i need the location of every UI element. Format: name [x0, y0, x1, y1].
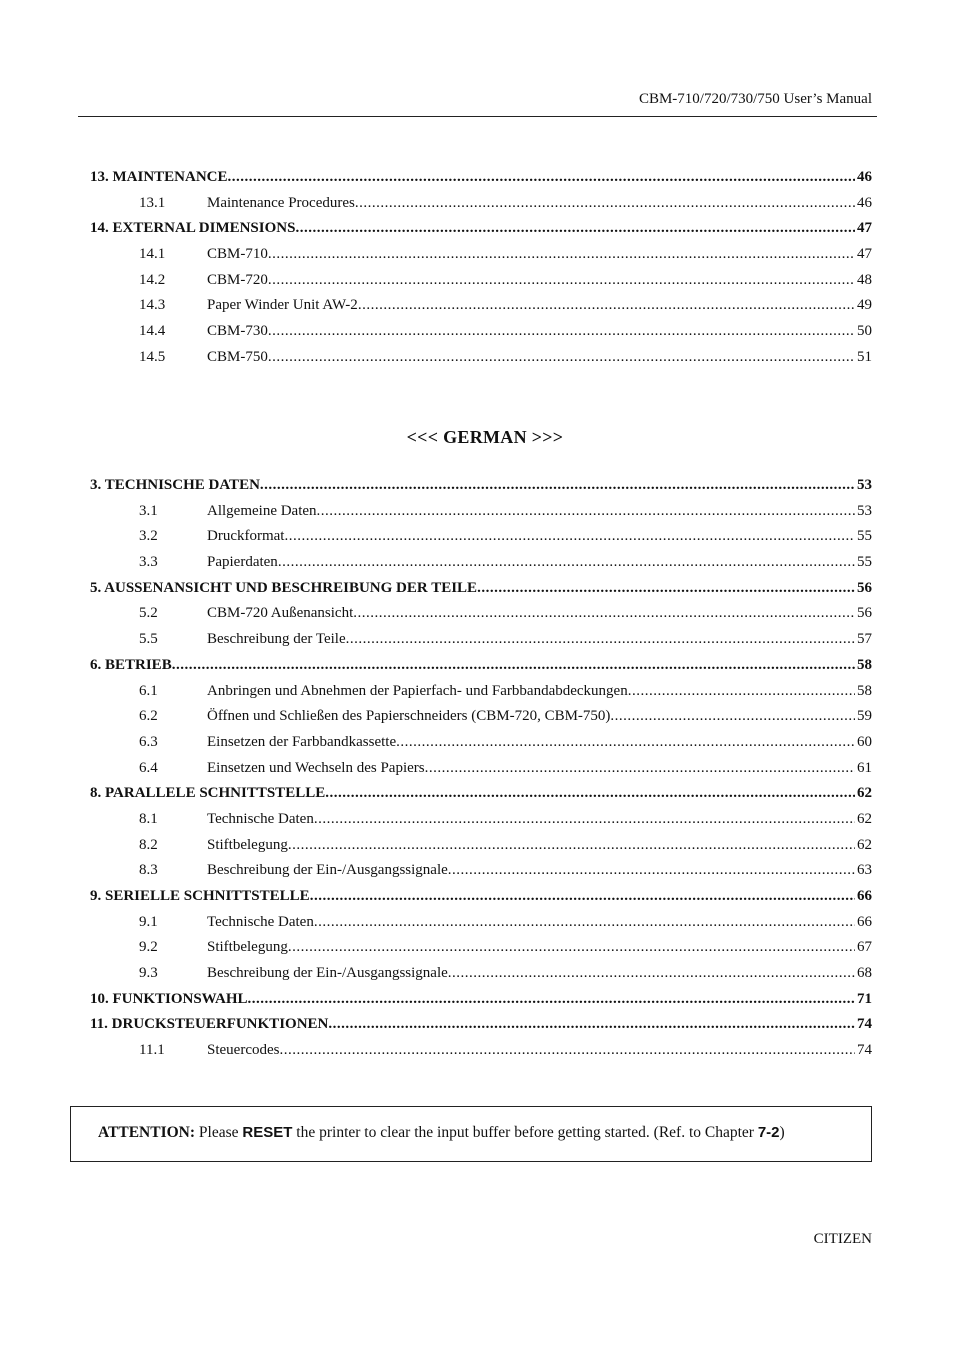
toc-entry-title: Papierdaten — [207, 554, 278, 571]
toc-page-number: 46 — [857, 194, 872, 211]
toc-section-number: 6.2 — [139, 708, 158, 725]
toc-page-number: 58 — [857, 656, 872, 673]
toc-page-number: 74 — [857, 1042, 872, 1059]
toc-entry-title: CBM-720 Außenansicht — [207, 605, 354, 622]
toc-section-row[interactable] — [90, 760, 872, 786]
toc-section-number: 14.1 — [139, 246, 166, 263]
toc-section-number: 9.1 — [139, 913, 158, 930]
toc-section-number: 3.2 — [139, 528, 158, 545]
toc-chapter-row[interactable] — [90, 169, 872, 195]
toc-dot-leader — [355, 195, 855, 212]
toc-dot-leader — [279, 1042, 855, 1059]
toc-entry-title: 9. SERIELLE SCHNITTSTELLE — [90, 888, 310, 904]
toc-page-number: 66 — [857, 913, 872, 930]
toc-dot-leader — [396, 734, 855, 751]
toc-entry-title: 8. PARALLELE SCHNITTSTELLE — [90, 785, 326, 802]
toc-page-number: 49 — [857, 297, 872, 314]
toc-section-number: 13.1 — [139, 194, 166, 211]
toc-entry-title: 5. AUSSENANSICHT UND BESCHREIBUNG DER TEILE — [90, 579, 478, 596]
toc-section-number: 6.1 — [139, 682, 158, 699]
toc-dot-leader — [288, 837, 855, 854]
header-rule — [78, 116, 877, 117]
toc-page-number: 62 — [857, 836, 872, 853]
toc-entry-title: Allgemeine Daten — [207, 502, 317, 519]
toc-dot-leader — [314, 914, 855, 931]
toc-entry-title: Maintenance Procedures — [207, 194, 355, 211]
toc-chapter-row[interactable] — [90, 657, 872, 683]
toc-entry-title: Beschreibung der Teile — [207, 631, 346, 648]
toc-entry-title: Paper Winder Unit AW-2 — [207, 297, 358, 314]
toc-section-row[interactable] — [90, 605, 872, 631]
toc-page-number: 55 — [857, 528, 872, 545]
toc-dot-leader — [628, 683, 855, 700]
toc-section-row[interactable] — [90, 528, 872, 554]
toc-page-number: 60 — [857, 733, 872, 750]
toc-dot-leader — [317, 503, 855, 520]
toc-page-number: 47 — [857, 220, 872, 237]
toc-entry-title: CBM-710 — [207, 246, 268, 263]
toc-section-row[interactable] — [90, 246, 872, 272]
toc-section-number: 6.4 — [139, 759, 158, 776]
toc-section-number: 14.5 — [139, 348, 166, 365]
toc-chapter-row[interactable] — [90, 220, 872, 246]
toc-dot-leader — [268, 323, 855, 340]
toc-entry-title: Stiftbelegung — [207, 836, 288, 853]
toc-chapter-row[interactable] — [90, 477, 872, 503]
toc-entry-title: 10. FUNKTIONSWAHL — [90, 990, 248, 1007]
toc-section-number: 14.4 — [139, 323, 166, 340]
toc-section-row[interactable] — [90, 811, 872, 837]
toc-dot-leader — [288, 939, 855, 956]
toc-dot-leader — [328, 1016, 855, 1033]
toc-dot-leader — [310, 888, 855, 905]
toc-page-number: 47 — [857, 246, 872, 263]
toc-entry-title: 6. BETRIEB — [90, 656, 172, 673]
toc-entry-title: Technische Daten — [207, 810, 314, 827]
toc-page-number: 53 — [857, 477, 872, 493]
toc-chapter-row[interactable] — [90, 580, 872, 606]
toc-section-number: 11.1 — [139, 1042, 165, 1059]
toc-page-number: 66 — [857, 888, 872, 904]
toc-dot-leader — [248, 991, 855, 1008]
toc-entry-title: Einsetzen der Farbbandkassette — [207, 733, 397, 750]
attention-label: ATTENTION: — [98, 1124, 196, 1141]
toc-dot-leader — [477, 580, 855, 597]
attention-text-2: the printer to clear the input buffer before getting started. (Ref. to Chapter — [292, 1124, 758, 1141]
toc-section-number: 3.3 — [139, 554, 158, 571]
toc-page-number: 71 — [857, 990, 872, 1007]
toc-english — [90, 169, 872, 375]
toc-section-row[interactable] — [90, 503, 872, 529]
toc-entry-title: Stiftbelegung — [207, 939, 288, 956]
toc-entry-title: Beschreibung der Ein-/Ausgangssignale — [207, 965, 448, 982]
toc-section-number: 5.2 — [139, 605, 158, 622]
toc-dot-leader — [358, 297, 855, 314]
toc-page-number: 74 — [857, 1016, 872, 1033]
toc-section-number: 3.1 — [139, 502, 158, 519]
manual-title: CBM-710/720/730/750 User’s Manual — [638, 91, 872, 107]
toc-page-number: 62 — [857, 810, 872, 827]
footer-brand: CITIZEN — [813, 1231, 872, 1247]
toc-chapter-row[interactable] — [90, 888, 872, 914]
toc-section-row[interactable] — [90, 323, 872, 349]
toc-section-row[interactable] — [90, 1042, 872, 1068]
toc-dot-leader — [346, 631, 855, 648]
attention-text-1: Please — [195, 1124, 243, 1141]
toc-entry-title: CBM-750 — [207, 348, 268, 365]
toc-dot-leader — [448, 862, 855, 879]
toc-entry-title: CBM-730 — [207, 323, 268, 340]
reset-keyword: RESET — [242, 1124, 293, 1141]
toc-section-row[interactable] — [90, 631, 872, 657]
toc-entry-title: Technische Daten — [207, 913, 314, 930]
attention-box — [70, 1106, 872, 1162]
toc-page-number: 62 — [857, 785, 872, 802]
toc-chapter-row[interactable] — [90, 1016, 872, 1042]
toc-dot-leader — [278, 554, 855, 571]
chapter-reference: 7-2 — [757, 1124, 780, 1141]
toc-section-row[interactable] — [90, 297, 872, 323]
toc-dot-leader — [314, 811, 855, 828]
toc-section-row[interactable] — [90, 914, 872, 940]
toc-entry-title: Einsetzen und Wechseln des Papiers — [207, 759, 425, 776]
toc-dot-leader — [353, 605, 855, 622]
toc-entry-title: Öffnen und Schließen des Papierschneiders (CBM-720, CBM-750) — [207, 708, 611, 725]
toc-chapter-row[interactable] — [90, 991, 872, 1017]
toc-entry-title: CBM-720 — [207, 271, 268, 288]
section-heading-german: <<< GERMAN >>> — [406, 427, 564, 447]
toc-section-number: 6.3 — [139, 733, 158, 750]
toc-page-number: 59 — [857, 708, 872, 725]
toc-dot-leader — [172, 657, 855, 674]
toc-entry-title: Anbringen und Abnehmen der Papierfach- und Farbbandabdeckungen — [207, 682, 628, 699]
toc-dot-leader — [448, 965, 855, 982]
toc-page-number: 50 — [857, 323, 872, 340]
toc-page-number: 48 — [857, 271, 872, 288]
toc-page-number: 51 — [857, 348, 872, 365]
toc-page-number: 56 — [857, 605, 872, 622]
toc-section-number: 8.2 — [139, 836, 158, 853]
toc-dot-leader — [610, 708, 855, 725]
toc-entry-title: Druckformat — [207, 528, 285, 545]
toc-page-number: 53 — [857, 502, 872, 519]
toc-page-number: 68 — [857, 965, 872, 982]
toc-page-number: 55 — [857, 554, 872, 571]
toc-section-row[interactable] — [90, 965, 872, 991]
toc-dot-leader — [268, 272, 855, 289]
toc-page-number: 46 — [857, 169, 872, 185]
toc-entry-title: 14. EXTERNAL DIMENSIONS — [90, 220, 296, 237]
toc-section-row[interactable] — [90, 708, 872, 734]
toc-entry-title: 13. MAINTENANCE — [90, 169, 228, 185]
toc-entry-title: 11. DRUCKSTEUERFUNKTIONEN — [90, 1016, 329, 1033]
attention-text-3: ) — [779, 1124, 785, 1141]
toc-page-number: 61 — [857, 759, 872, 776]
toc-section-row[interactable] — [90, 272, 872, 298]
toc-dot-leader — [295, 220, 855, 237]
toc-section-number: 9.2 — [139, 939, 158, 956]
toc-page-number: 63 — [857, 862, 872, 879]
toc-section-number: 5.5 — [139, 631, 158, 648]
toc-section-row[interactable] — [90, 939, 872, 965]
toc-section-row[interactable] — [90, 195, 872, 221]
toc-section-row[interactable] — [90, 554, 872, 580]
toc-section-number: 8.3 — [139, 862, 158, 879]
toc-page-number: 67 — [857, 939, 872, 956]
toc-dot-leader — [325, 785, 855, 802]
toc-section-number: 14.3 — [139, 297, 166, 314]
toc-section-row[interactable] — [90, 683, 872, 709]
toc-entry-title: 3. TECHNISCHE DATEN — [90, 477, 260, 493]
toc-page-number: 58 — [857, 682, 872, 699]
toc-section-number: 14.2 — [139, 271, 166, 288]
toc-section-row[interactable] — [90, 349, 872, 375]
toc-page-number: 57 — [857, 631, 872, 648]
toc-page-number: 56 — [857, 579, 872, 596]
toc-dot-leader — [425, 760, 855, 777]
toc-section-number: 9.3 — [139, 965, 158, 982]
toc-section-number: 8.1 — [139, 810, 158, 827]
toc-entry-title: Beschreibung der Ein-/Ausgangssignale — [207, 862, 448, 879]
toc-german — [90, 477, 872, 1068]
toc-dot-leader — [268, 349, 855, 366]
toc-chapter-row[interactable] — [90, 785, 872, 811]
toc-dot-leader — [260, 477, 855, 494]
toc-dot-leader — [228, 169, 855, 186]
toc-section-row[interactable] — [90, 862, 872, 888]
toc-entry-title: Steuercodes — [207, 1042, 280, 1059]
toc-section-row[interactable] — [90, 837, 872, 863]
toc-dot-leader — [284, 528, 855, 545]
toc-section-row[interactable] — [90, 734, 872, 760]
toc-dot-leader — [268, 246, 855, 263]
